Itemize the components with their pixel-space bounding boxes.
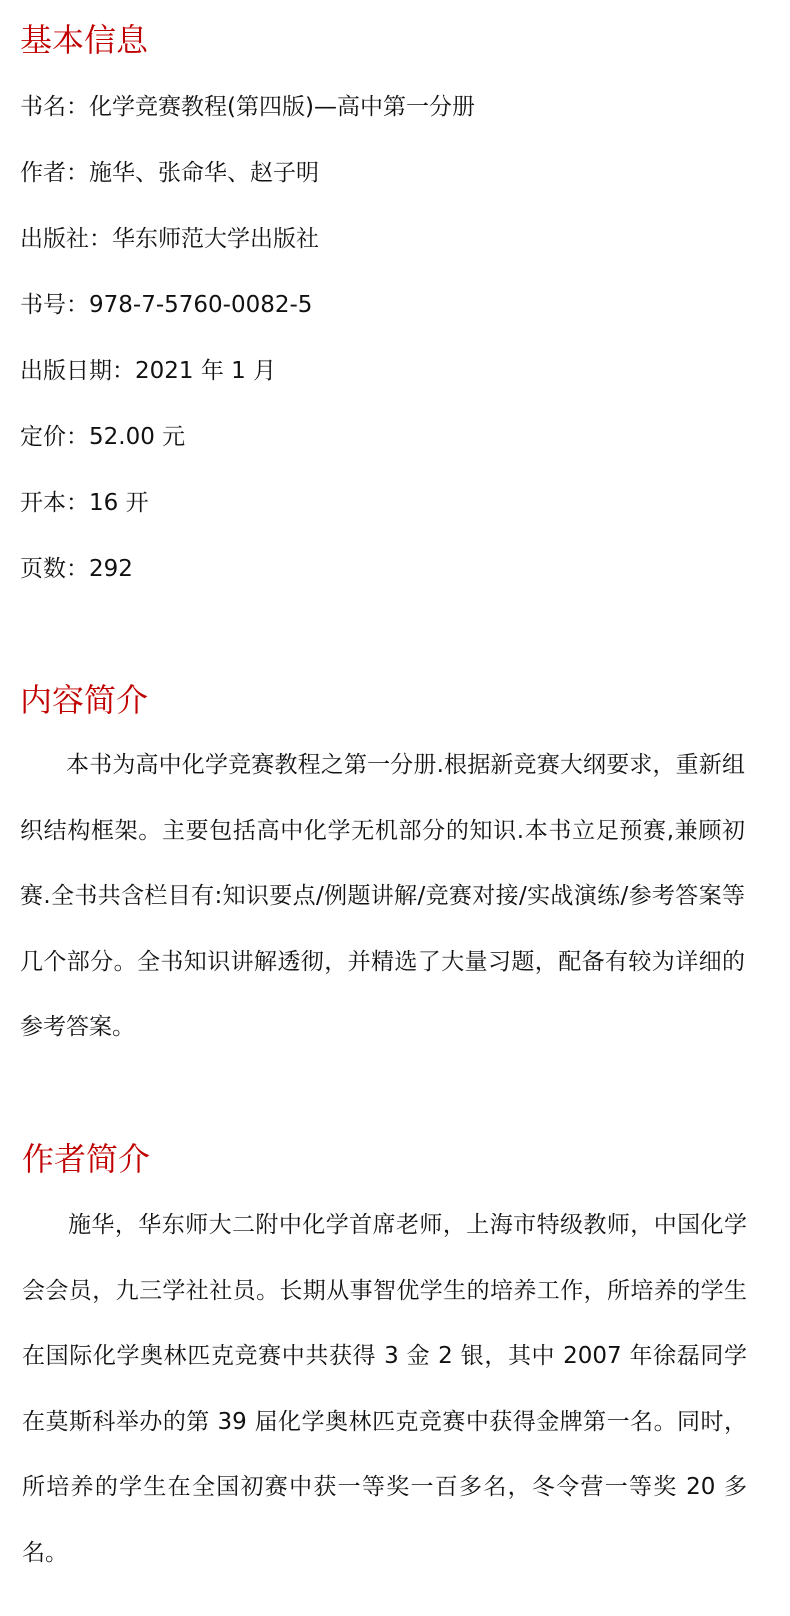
info-label: 定价： [20,424,89,450]
info-value: 16 开 [89,490,149,516]
info-row-pages [20,554,133,584]
info-row-isbn [20,290,312,320]
info-value: 化学竞赛教程(第四版)—高中第一分册 [89,94,475,120]
info-value: 2021 年 1 月 [135,358,277,384]
author-intro-heading: 作者简介 [22,1140,151,1178]
info-value: 施华、张命华、赵子明 [89,160,319,186]
info-label: 书名： [20,94,89,120]
info-label: 作者： [20,160,89,186]
basic-info-heading: 基本信息 [20,21,149,59]
info-value: 978-7-5760-0082-5 [89,292,313,318]
info-row-publish-date [20,356,276,386]
info-label: 页数： [20,556,89,582]
summary-paragraph: 本书为高中化学竞赛教程之第一分册.根据新竞赛大纲要求，重新组织结构框架。主要包括高中化学无机部分的知识.本书立足预赛,兼顾初赛.全书共含栏目有:知识要点/例题讲解/竞赛对接/实战演练/参考答案等几个部分。全书知识讲解透彻，并精选了大量习题，配备有较为详细的参考答案。 [20,752,745,1040]
info-row-title [20,92,475,122]
info-value: 52.00 元 [89,424,186,450]
info-row-format [20,488,149,518]
info-value: 292 [89,556,133,582]
info-label: 开本： [20,490,89,516]
info-row-author [20,158,319,188]
info-value: 华东师范大学出版社 [112,226,319,252]
info-label: 书号： [20,292,89,318]
summary-heading: 内容简介 [20,681,149,719]
author-intro-paragraph: 施华，华东师大二附中化学首席老师，上海市特级教师，中国化学会会员，九三学社社员。长期从事智优学生的培养工作，所培养的学生在国际化学奥林匹克竞赛中共获得 3 金 2 银，其中 2007 年徐磊同学在莫斯科举办的第 39 届化学奥林匹克竞赛中获得金牌第一名。同时，所培养的学生在全国初赛中获一等奖一百多名，冬令营一等奖 20 多名。 [22,1212,747,1566]
info-row-price [20,422,185,452]
info-label: 出版社： [20,226,112,252]
info-label: 出版日期： [20,358,135,384]
info-row-publisher [20,224,319,254]
